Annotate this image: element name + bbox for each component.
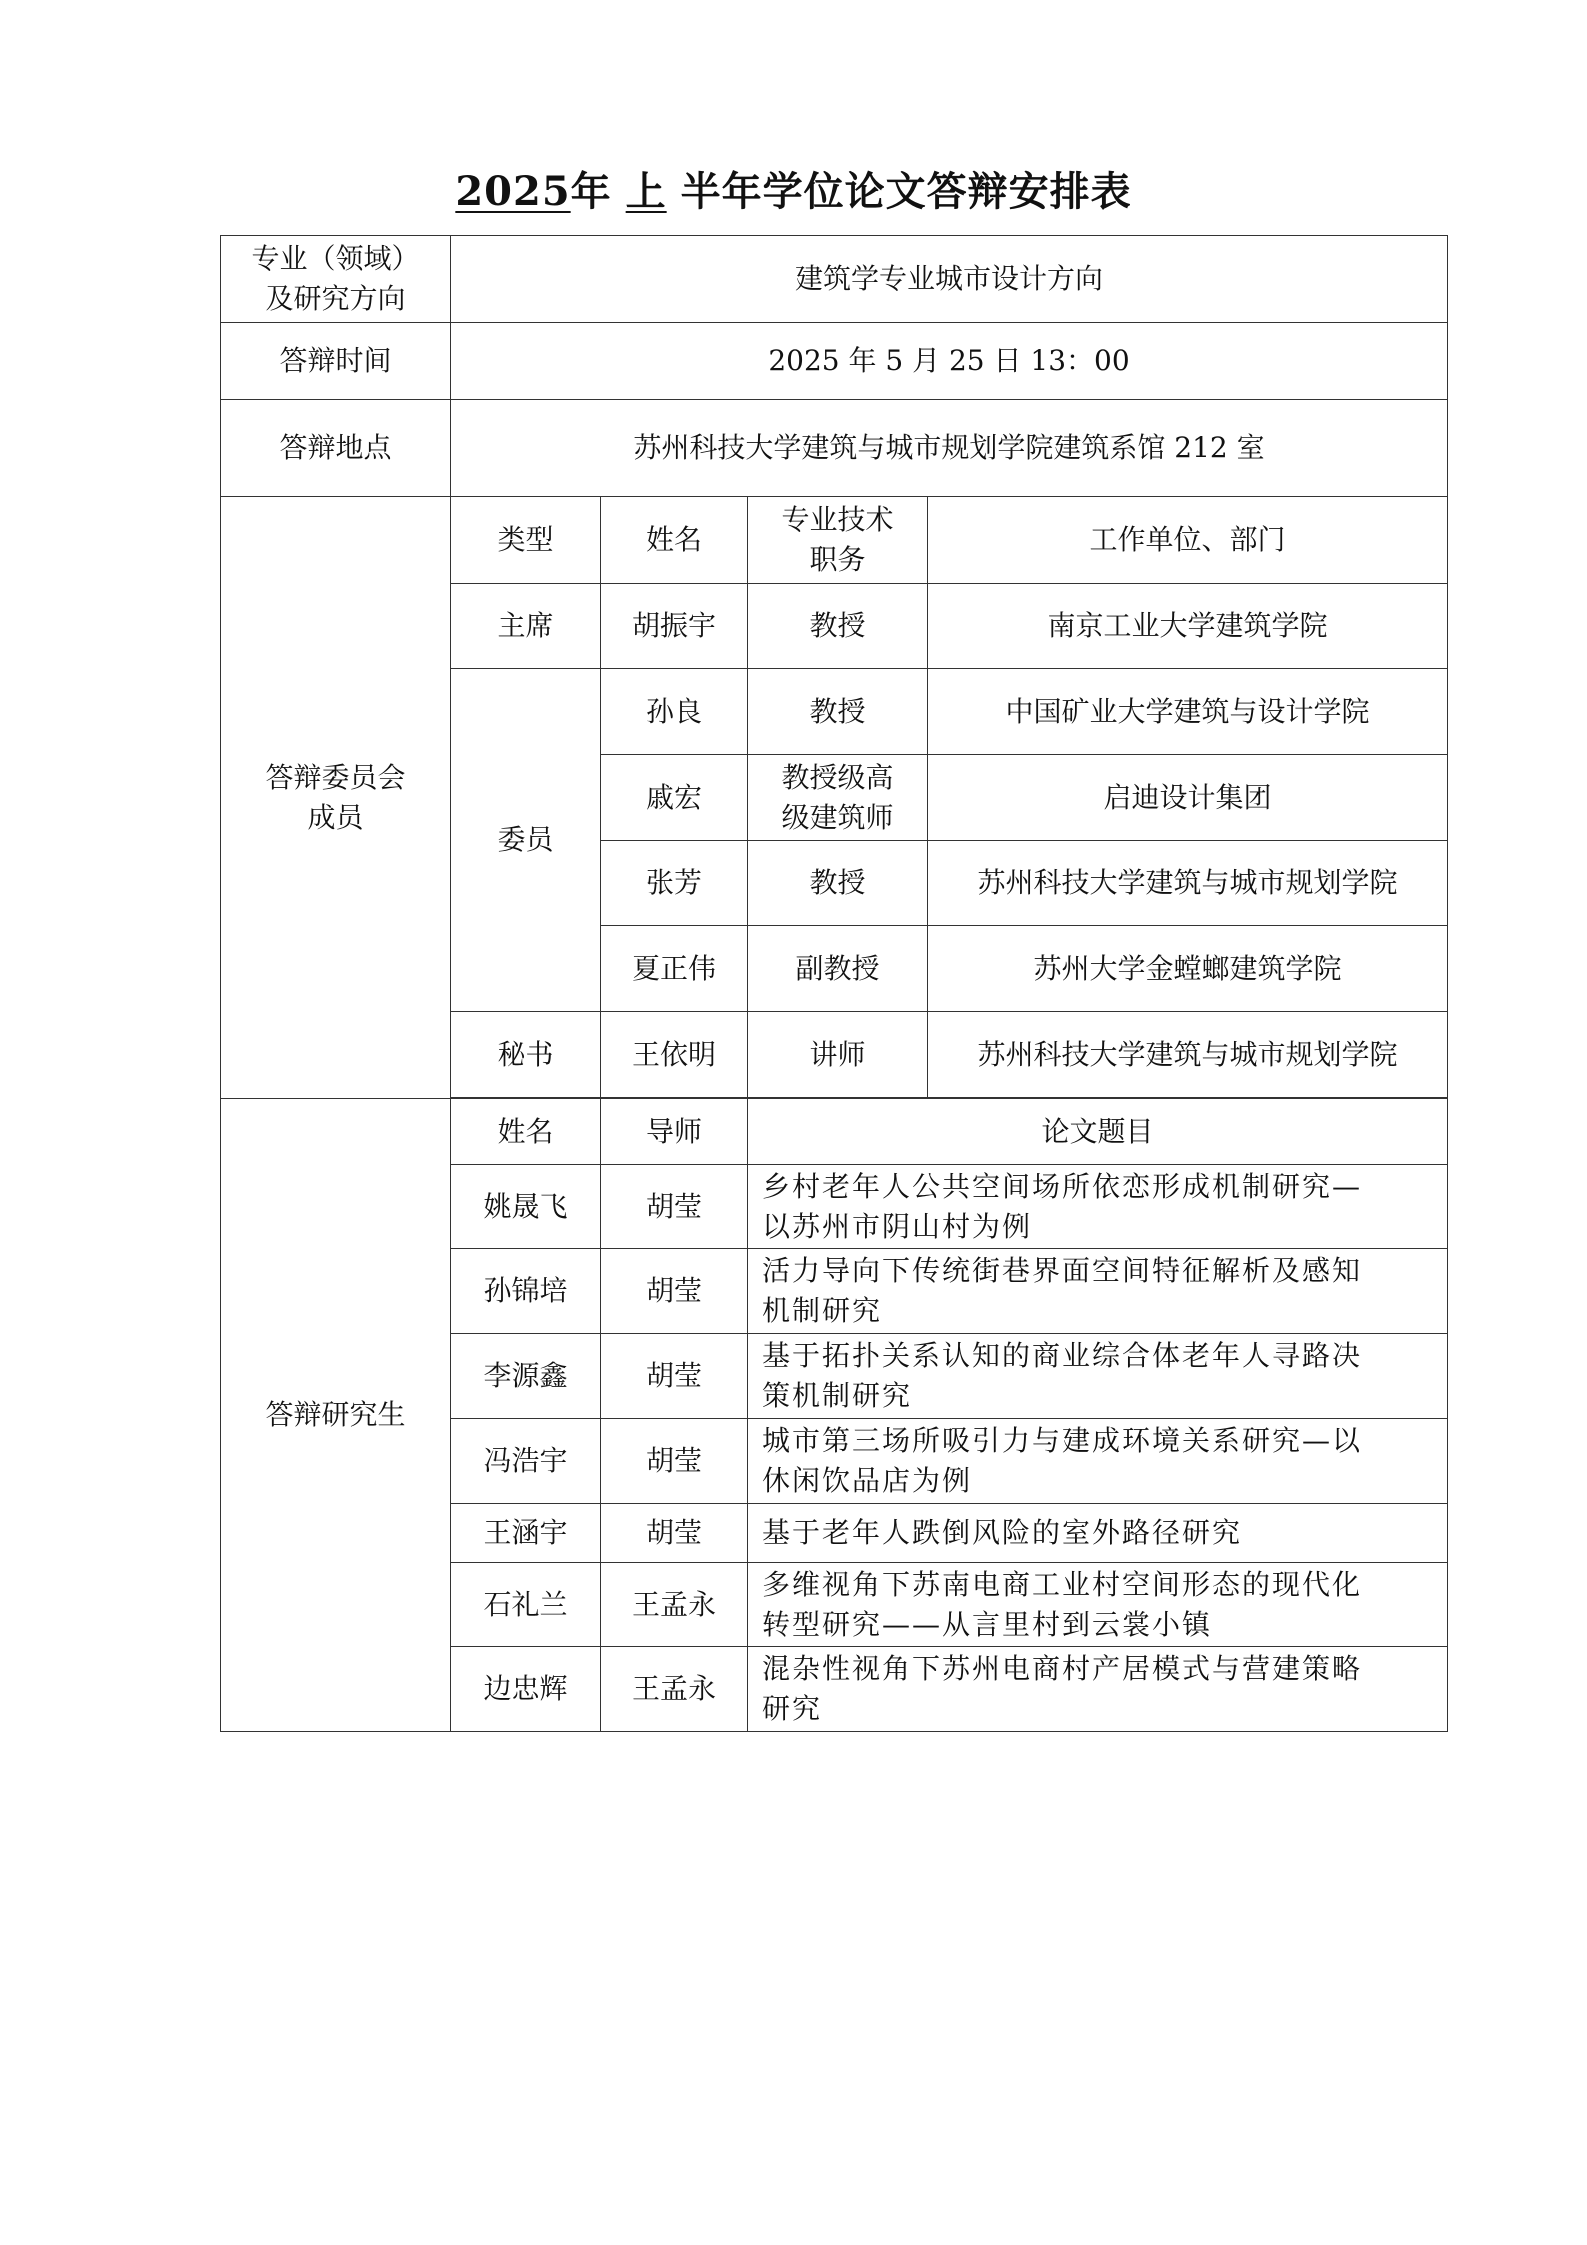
defense-schedule-table [220, 235, 1448, 1732]
committee-label: 答辩委员会 成员 [221, 497, 451, 1099]
member-org: 苏州科技大学建筑与城市规划学院 [928, 841, 1448, 926]
time-value: 2025 年 5 月 25 日 13：00 [451, 323, 1448, 400]
student-advisor: 胡莹 [601, 1419, 748, 1504]
chair-type: 主席 [451, 584, 601, 669]
students-header-name: 姓名 [451, 1099, 601, 1165]
secretary-title: 讲师 [748, 1012, 928, 1098]
student-topic: 活力导向下传统街巷界面空间特征解析及感知 机制研究 [748, 1249, 1448, 1334]
student-name: 石礼兰 [451, 1563, 601, 1647]
student-advisor: 王孟永 [601, 1647, 748, 1732]
student-advisor: 胡莹 [601, 1334, 748, 1419]
member-type: 委员 [451, 669, 601, 1012]
title-rest: 半年学位论文答辩安排表 [680, 168, 1132, 215]
member-org: 苏州大学金螳螂建筑学院 [928, 926, 1448, 1012]
students-header-advisor: 导师 [601, 1099, 748, 1165]
student-name: 孙锦培 [451, 1249, 601, 1334]
major-label: 专业（领域） 及研究方向 [221, 236, 451, 323]
member-name: 夏正伟 [601, 926, 748, 1012]
student-topic: 基于拓扑关系认知的商业综合体老年人寻路决 策机制研究 [748, 1334, 1448, 1419]
students-header-row [221, 1099, 1448, 1165]
student-topic: 基于老年人跌倒风险的室外路径研究 [748, 1504, 1448, 1563]
title-year: 2025 [455, 168, 571, 215]
secretary-org: 苏州科技大学建筑与城市规划学院 [928, 1012, 1448, 1098]
page-title [0, 160, 1587, 217]
committee-header-org: 工作单位、部门 [928, 497, 1448, 584]
major-value: 建筑学专业城市设计方向 [451, 236, 1448, 323]
chair-org: 南京工业大学建筑学院 [928, 584, 1448, 669]
time-label: 答辩时间 [221, 323, 451, 400]
member-title: 教授 [748, 669, 928, 755]
secretary-name: 王依明 [601, 1012, 748, 1098]
member-title: 教授级高 级建筑师 [748, 755, 928, 841]
student-name: 李源鑫 [451, 1334, 601, 1419]
student-name: 冯浩宇 [451, 1419, 601, 1504]
committee-header-name: 姓名 [601, 497, 748, 584]
member-org: 中国矿业大学建筑与设计学院 [928, 669, 1448, 755]
student-name: 边忠辉 [451, 1647, 601, 1732]
committee-header-title: 专业技术 职务 [748, 497, 928, 584]
member-name: 孙良 [601, 669, 748, 755]
time-row [221, 323, 1448, 400]
member-title: 副教授 [748, 926, 928, 1012]
student-name: 王涵宇 [451, 1504, 601, 1563]
member-org: 启迪设计集团 [928, 755, 1448, 841]
title-year-suffix: 年 [570, 168, 612, 215]
committee-header-type: 类型 [451, 497, 601, 584]
students-label: 答辩研究生 [221, 1099, 451, 1732]
location-label: 答辩地点 [221, 400, 451, 497]
student-name: 姚晟飞 [451, 1165, 601, 1249]
member-name: 张芳 [601, 841, 748, 926]
student-advisor: 胡莹 [601, 1249, 748, 1334]
student-topic: 混杂性视角下苏州电商村产居模式与营建策略 研究 [748, 1647, 1448, 1732]
member-title: 教授 [748, 841, 928, 926]
student-advisor: 胡莹 [601, 1504, 748, 1563]
student-advisor: 王孟永 [601, 1563, 748, 1647]
student-topic: 乡村老年人公共空间场所依恋形成机制研究— 以苏州市阴山村为例 [748, 1165, 1448, 1249]
location-row [221, 400, 1448, 497]
major-row [221, 236, 1448, 323]
student-topic: 多维视角下苏南电商工业村空间形态的现代化 转型研究——从言里村到云裳小镇 [748, 1563, 1448, 1647]
student-topic: 城市第三场所吸引力与建成环境关系研究—以 休闲饮品店为例 [748, 1419, 1448, 1504]
secretary-type: 秘书 [451, 1012, 601, 1098]
students-header-topic: 论文题目 [748, 1099, 1448, 1165]
member-name: 戚宏 [601, 755, 748, 841]
committee-header-row [221, 497, 1448, 584]
location-value: 苏州科技大学建筑与城市规划学院建筑系馆 212 室 [451, 400, 1448, 497]
chair-title: 教授 [748, 584, 928, 669]
student-advisor: 胡莹 [601, 1165, 748, 1249]
chair-name: 胡振宇 [601, 584, 748, 669]
title-half: 上 [625, 168, 667, 215]
